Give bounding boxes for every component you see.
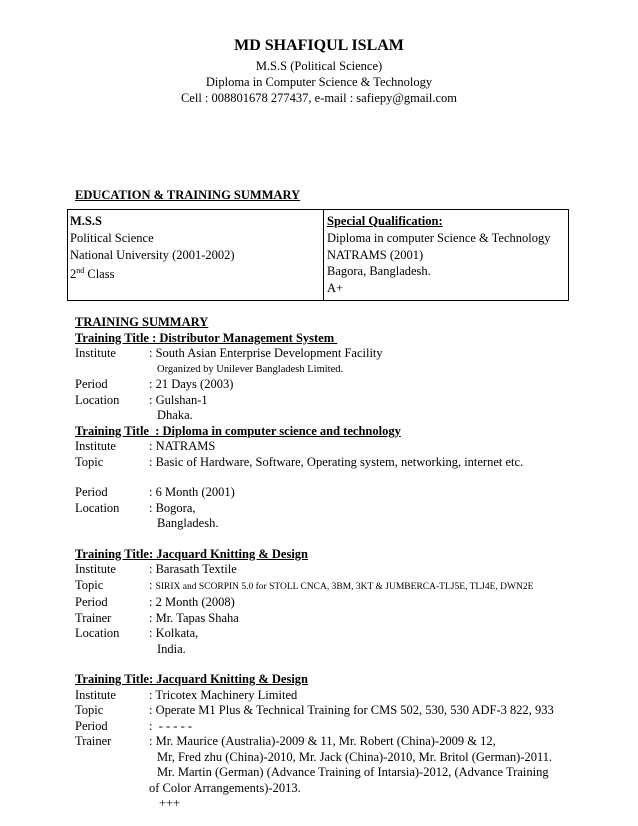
training-title: Training Title: Jacquard Knitting & Design bbox=[75, 672, 309, 686]
training-row: Bangladesh. bbox=[157, 516, 219, 530]
training-row: Period : - - - - - bbox=[75, 718, 193, 733]
special-qualification-line: A+ bbox=[327, 281, 344, 296]
diploma-line: Diploma in Computer Science & Technology bbox=[205, 75, 433, 89]
training-row: Topic : Basic of Hardware, Software, Operating system, networking, internet etc. bbox=[75, 454, 524, 469]
training-row: Location : Gulshan-1 bbox=[75, 392, 208, 407]
edu-class: 2nd Class bbox=[70, 266, 115, 282]
training-section-title: TRAINING SUMMARY bbox=[75, 315, 209, 329]
education-section-title: EDUCATION & TRAINING SUMMARY bbox=[75, 188, 301, 202]
training-row: Location : Kolkata, bbox=[75, 626, 199, 640]
training-row: Trainer : Mr. Maurice (Australia)-2009 & 11, Mr. Robert (China)-2009 & 12, bbox=[75, 734, 496, 748]
degree-line: M.S.S (Political Science) bbox=[255, 59, 383, 73]
training-row: Location : Bogora, bbox=[75, 500, 196, 515]
contact-line: Cell : 008801678 277437, e-mail : safiepy@gmail.com bbox=[180, 91, 458, 105]
special-qualification-line: NATRAMS (2001) bbox=[327, 247, 424, 262]
training-title: Training Title : Diploma in computer science and technology bbox=[75, 423, 401, 438]
training-row: Organized by Unilever Bangladesh Limited. bbox=[157, 363, 344, 375]
education-table bbox=[67, 209, 569, 301]
training-row: Institute : South Asian Enterprise Development Facility bbox=[75, 346, 383, 360]
edu-university: National University (2001-2002) bbox=[70, 247, 235, 262]
edu-subject: Political Science bbox=[70, 230, 154, 245]
training-row: Dhaka. bbox=[157, 408, 193, 422]
edu-degree: M.S.S bbox=[70, 214, 102, 228]
special-qualification-line: Diploma in computer Science & Technology bbox=[327, 230, 551, 245]
special-qualification-line: Bagora, Bangladesh. bbox=[327, 264, 431, 279]
training-row: Period : 6 Month (2001) bbox=[75, 485, 235, 499]
training-row: Mr, Fred zhu (China)-2010, Mr. Jack (China)-2010, Mr. Britol (German)-2011. bbox=[157, 749, 553, 764]
training-title: Training Title: Jacquard Knitting & Design bbox=[75, 546, 309, 561]
training-row: Mr. Martin (German) (Advance Training of Intarsia)-2012, (Advance Training bbox=[157, 765, 549, 779]
training-row: Institute : Barasath Textile bbox=[75, 562, 237, 576]
training-row: Period : 21 Days (2003) bbox=[75, 377, 234, 391]
training-row: Institute : NATRAMS bbox=[75, 439, 216, 453]
training-row: +++ bbox=[159, 796, 181, 810]
training-row: Topic : SIRIX and SCORPIN 5.0 for STOLL CNCA, 3BM, 3KT & JUMBERCA-TLJ5E, TLJ4E, DWN2E bbox=[75, 577, 534, 592]
training-row: of Color Arrangements)-2013. bbox=[149, 780, 301, 795]
training-row: Trainer : Mr. Tapas Shaha bbox=[75, 610, 239, 625]
education-right-cell bbox=[323, 210, 568, 300]
training-row: Topic : Operate M1 Plus & Technical Training for CMS 502, 530, 530 ADF-3 822, 933 bbox=[75, 703, 554, 717]
candidate-name: MD SHAFIQUL ISLAM bbox=[234, 37, 404, 54]
training-row: India. bbox=[157, 641, 186, 656]
training-row: Institute : Tricotex Machinery Limited bbox=[75, 687, 298, 702]
education-left-cell bbox=[70, 213, 318, 283]
training-row: Period : 2 Month (2008) bbox=[75, 595, 235, 609]
training-summary bbox=[75, 315, 575, 812]
training-title: Training Title : Distributor Management System bbox=[75, 330, 338, 345]
special-qualification-heading: Special Qualification: bbox=[327, 214, 443, 228]
